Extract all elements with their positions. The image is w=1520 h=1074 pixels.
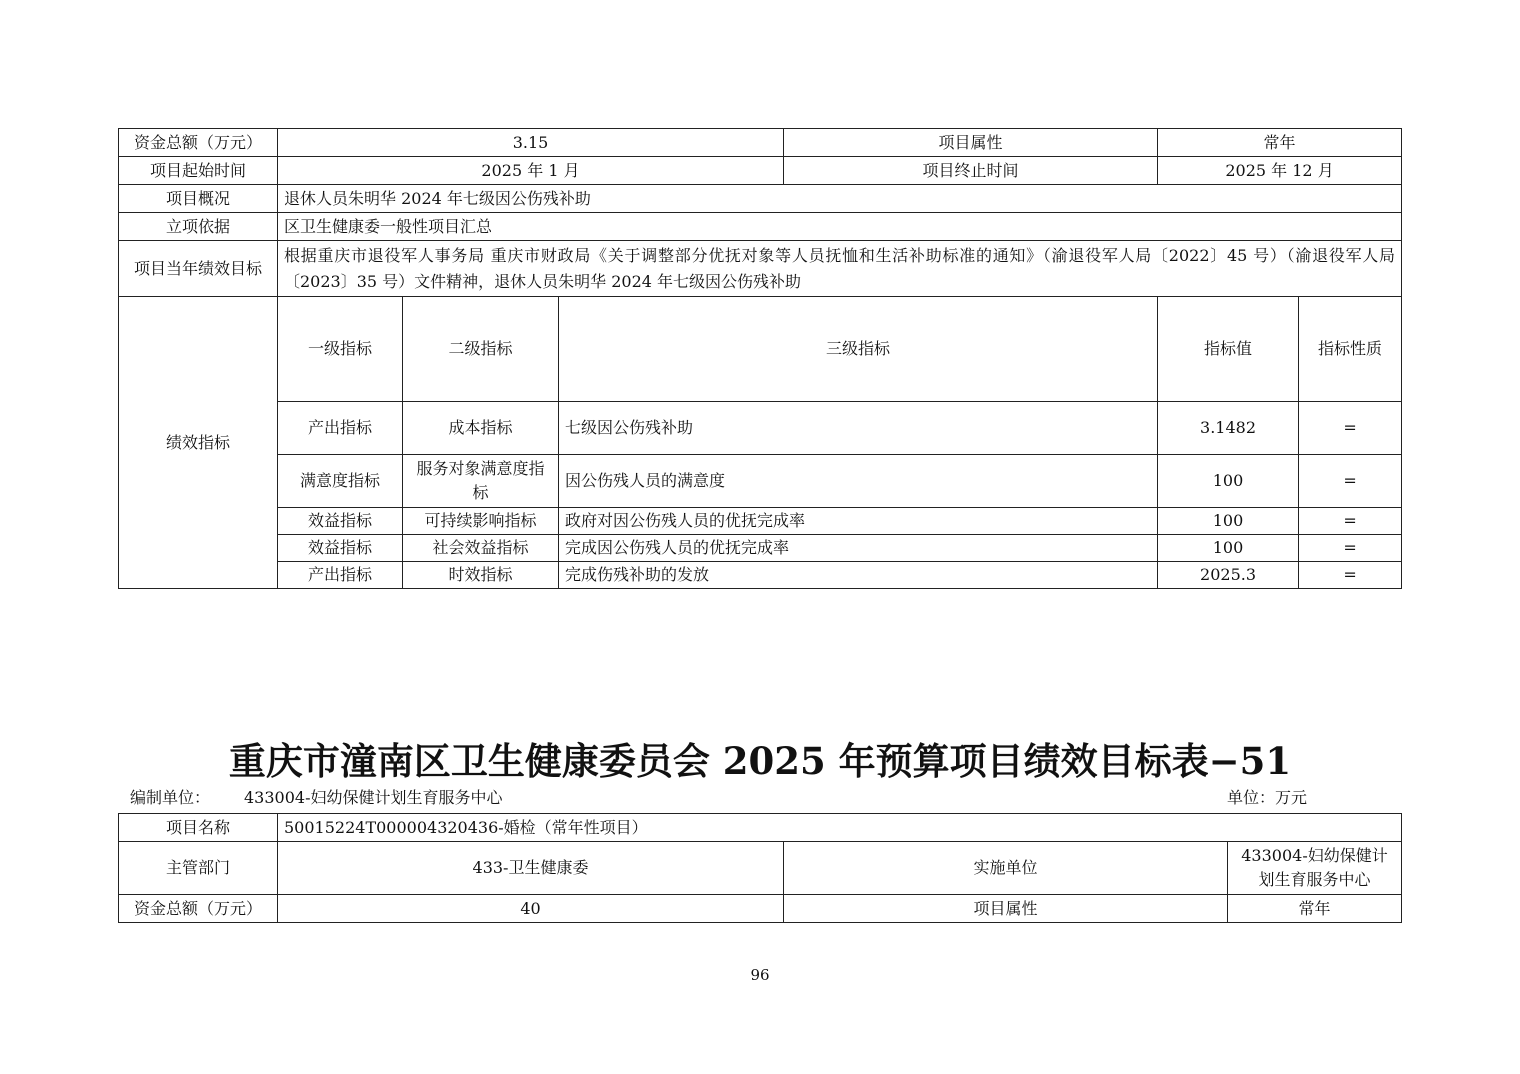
table-row xyxy=(119,455,1402,508)
row-level1: 产出指标 xyxy=(278,402,403,455)
row-value: 3.1482 xyxy=(1158,402,1299,455)
table-row xyxy=(119,535,1402,562)
row-level3: 因公伤残人员的满意度 xyxy=(559,455,1158,508)
row-level2: 时效指标 xyxy=(403,562,559,589)
table-row xyxy=(119,402,1402,455)
row-value: 2025.3 xyxy=(1158,562,1299,589)
attr-label: 项目属性 xyxy=(784,129,1158,157)
row-nature: = xyxy=(1299,535,1402,562)
row-nature: = xyxy=(1299,508,1402,535)
overview-label: 项目概况 xyxy=(119,185,278,213)
goal-label: 项目当年绩效目标 xyxy=(119,241,278,297)
row-level2: 可持续影响指标 xyxy=(403,508,559,535)
row-level1: 满意度指标 xyxy=(278,455,403,508)
start-value: 2025 年 1 月 xyxy=(278,157,784,185)
performance-table-51 xyxy=(118,813,1402,923)
name-value: 50015224T000004320436-婚检（常年性项目） xyxy=(278,814,1402,842)
attr-label: 项目属性 xyxy=(784,895,1228,923)
row-level3: 政府对因公伤残人员的优抚完成率 xyxy=(559,508,1158,535)
basis-label: 立项依据 xyxy=(119,213,278,241)
end-label: 项目终止时间 xyxy=(784,157,1158,185)
perf-label: 绩效指标 xyxy=(119,297,278,589)
row-level1: 效益指标 xyxy=(278,508,403,535)
row-level2: 社会效益指标 xyxy=(403,535,559,562)
page-number: 96 xyxy=(750,966,770,984)
row-level3: 完成伤残补助的发放 xyxy=(559,562,1158,589)
impl-value: 433004-妇幼保健计划生育服务中心 xyxy=(1228,842,1402,895)
funds-label: 资金总额（万元） xyxy=(119,895,278,923)
basis-value: 区卫生健康委一般性项目汇总 xyxy=(278,213,1402,241)
header-nature: 指标性质 xyxy=(1299,297,1402,402)
table-row xyxy=(119,508,1402,535)
goal-value: 根据重庆市退役军人事务局 重庆市财政局《关于调整部分优抚对象等人员抚恤和生活补助标准的通知》（渝退役军人局〔2022〕45 号）（渝退役军人局〔2023〕35 号）文件精神，退休人员朱明华 2024 年七级因公伤残补助 xyxy=(278,241,1402,297)
row-value: 100 xyxy=(1158,508,1299,535)
funds-value: 3.15 xyxy=(278,129,784,157)
header-level1: 一级指标 xyxy=(278,297,403,402)
row-level3: 完成因公伤残人员的优抚完成率 xyxy=(559,535,1158,562)
row-value: 100 xyxy=(1158,535,1299,562)
start-label: 项目起始时间 xyxy=(119,157,278,185)
row-nature: = xyxy=(1299,562,1402,589)
table-row xyxy=(119,562,1402,589)
row-nature: = xyxy=(1299,402,1402,455)
row-nature: = xyxy=(1299,455,1402,508)
row-level2: 服务对象满意度指标 xyxy=(403,455,559,508)
row-level2: 成本指标 xyxy=(403,402,559,455)
unit-label: 单位：万元 xyxy=(1227,788,1308,807)
row-level1: 产出指标 xyxy=(278,562,403,589)
end-value: 2025 年 12 月 xyxy=(1158,157,1402,185)
header-level3: 三级指标 xyxy=(559,297,1158,402)
row-value: 100 xyxy=(1158,455,1299,508)
name-label: 项目名称 xyxy=(119,814,278,842)
header-value: 指标值 xyxy=(1158,297,1299,402)
attr-value: 常年 xyxy=(1228,895,1402,923)
row-level1: 效益指标 xyxy=(278,535,403,562)
compiler-label: 编制单位： xyxy=(130,788,211,807)
attr-value: 常年 xyxy=(1158,129,1402,157)
funds-label: 资金总额（万元） xyxy=(119,129,278,157)
performance-table-50 xyxy=(118,128,1402,589)
overview-value: 退休人员朱明华 2024 年七级因公伤残补助 xyxy=(278,185,1402,213)
dept-label: 主管部门 xyxy=(119,842,278,895)
page-title: 重庆市潼南区卫生健康委员会 2025 年预算项目绩效目标表−51 xyxy=(228,739,1292,783)
impl-label: 实施单位 xyxy=(784,842,1228,895)
funds-value: 40 xyxy=(278,895,784,923)
header-level2: 二级指标 xyxy=(403,297,559,402)
row-level3: 七级因公伤残补助 xyxy=(559,402,1158,455)
dept-value: 433-卫生健康委 xyxy=(278,842,784,895)
compiler-value: 433004-妇幼保健计划生育服务中心 xyxy=(244,788,503,807)
